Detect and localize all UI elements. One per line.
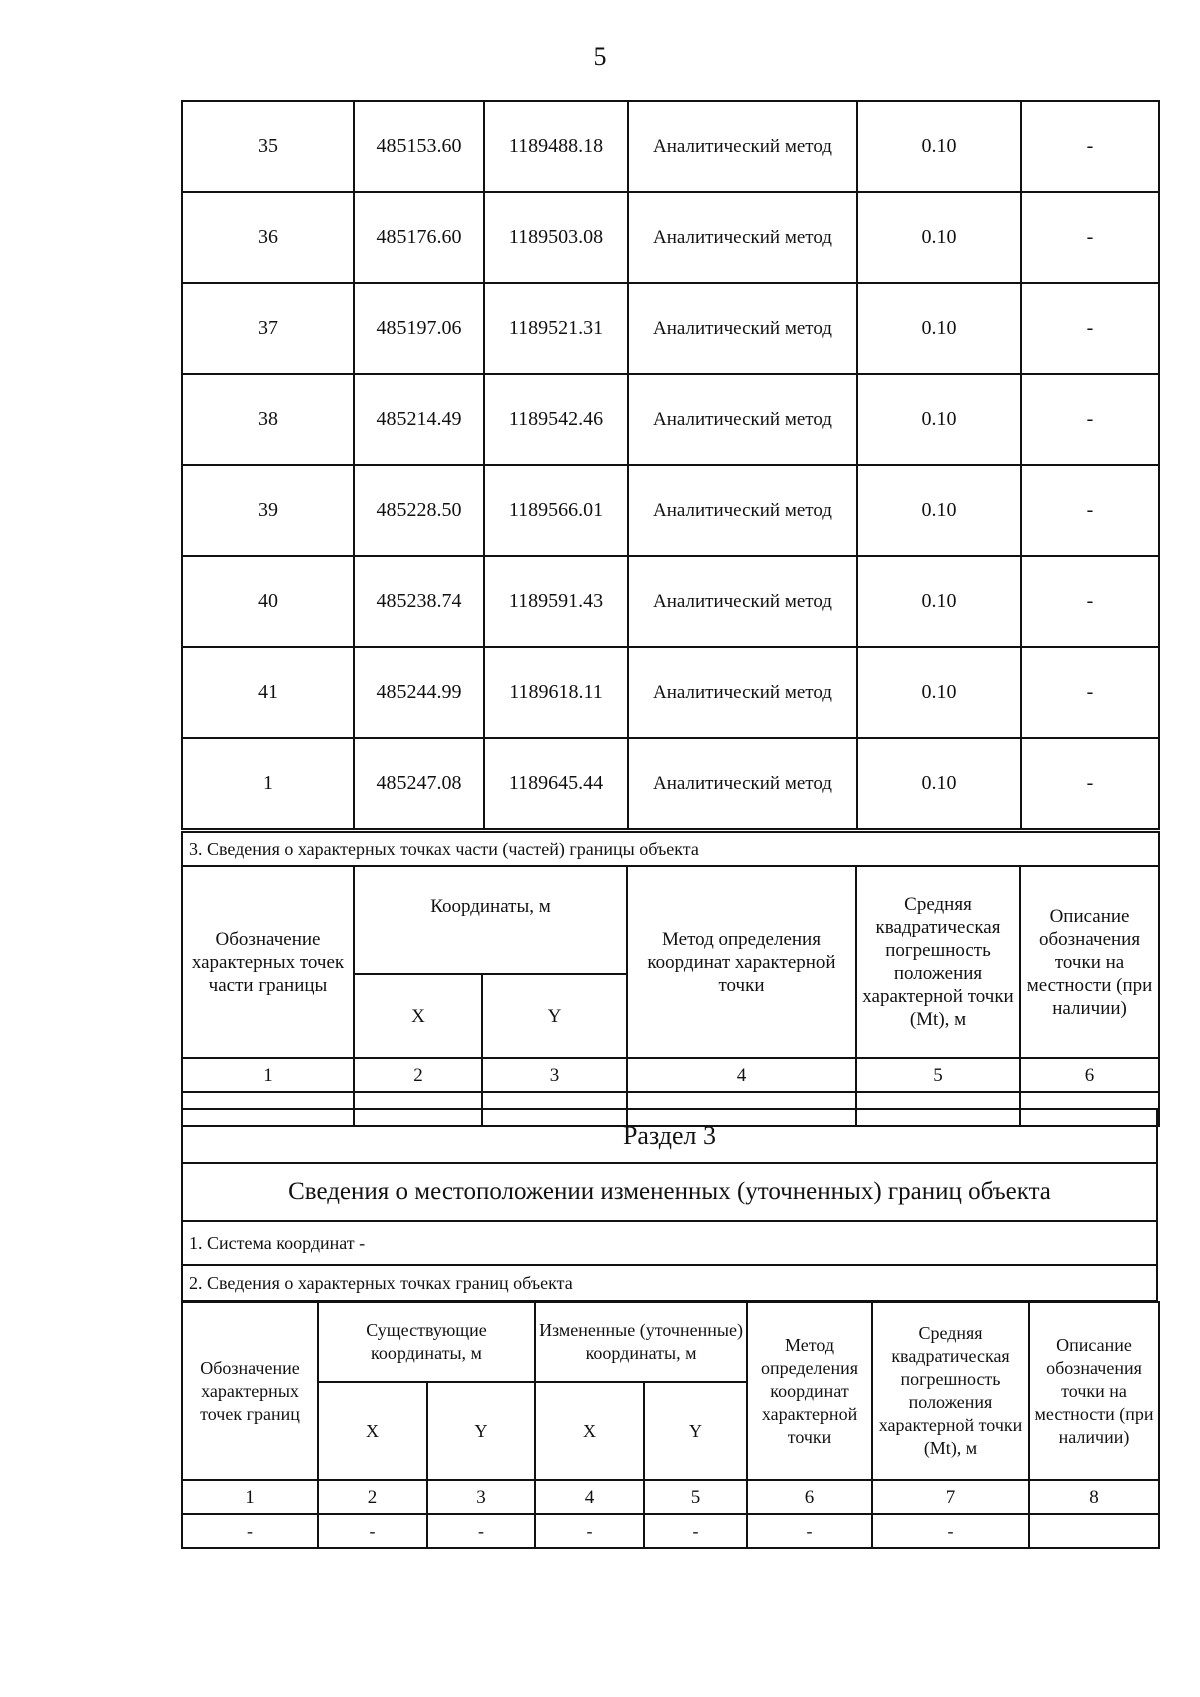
dash-cell: - <box>427 1514 535 1548</box>
header-method: Метод определения координат характерной точки <box>627 866 856 1058</box>
column-number: 1 <box>182 1480 318 1514</box>
column-number: 7 <box>872 1480 1029 1514</box>
method-cell: Аналитический метод <box>628 556 857 647</box>
x-coordinate-cell: 485197.06 <box>354 283 484 374</box>
header-method: Метод определения координат характерной точки <box>747 1302 872 1480</box>
description-cell: - <box>1021 465 1159 556</box>
header-existing-coordinates: Существующие координаты, м <box>318 1302 535 1382</box>
point-number-cell: 35 <box>182 101 354 192</box>
header-changed-coordinates: Измененные (уточненные) координаты, м <box>535 1302 747 1382</box>
column-number: 5 <box>856 1058 1020 1092</box>
description-cell: - <box>1021 647 1159 738</box>
section3-parts-table <box>181 831 1160 1127</box>
x-coordinate-cell: 485238.74 <box>354 556 484 647</box>
method-cell: Аналитический метод <box>628 465 857 556</box>
method-cell: Аналитический метод <box>628 738 857 829</box>
method-cell: Аналитический метод <box>628 283 857 374</box>
method-cell: Аналитический метод <box>628 192 857 283</box>
header-existing-x: X <box>318 1382 427 1480</box>
dash-cell: - <box>535 1514 644 1548</box>
column-number: 8 <box>1029 1480 1159 1514</box>
method-cell: Аналитический метод <box>628 374 857 465</box>
x-coordinate-cell: 485247.08 <box>354 738 484 829</box>
column-number: 5 <box>644 1480 747 1514</box>
mean-error-cell: 0.10 <box>857 556 1021 647</box>
dash-cell: - <box>318 1514 427 1548</box>
header-changed-y: Y <box>644 1382 747 1480</box>
y-coordinate-cell: 1189521.31 <box>484 283 628 374</box>
column-number: 6 <box>747 1480 872 1514</box>
dash-cell: - <box>644 1514 747 1548</box>
table-row <box>182 101 1159 192</box>
header-existing-y: Y <box>427 1382 535 1480</box>
column-number: 2 <box>318 1480 427 1514</box>
column-number: 3 <box>427 1480 535 1514</box>
y-coordinate-cell: 1189503.08 <box>484 192 628 283</box>
coordinates-table <box>181 100 1160 830</box>
column-number: 3 <box>482 1058 627 1092</box>
coordinate-system-line: 1. Система координат - <box>182 1221 1157 1265</box>
point-number-cell: 38 <box>182 374 354 465</box>
razdel3-title: Раздел 3 <box>182 1109 1157 1163</box>
header-mean-error: Средняя квадратическая погрешность положения характерной точки (Mt), м <box>856 866 1020 1058</box>
column-number: 1 <box>182 1058 354 1092</box>
header-coordinates: Координаты, м <box>354 866 627 974</box>
points-title-line: 2. Сведения о характерных точках границ объекта <box>182 1265 1157 1301</box>
point-number-cell: 40 <box>182 556 354 647</box>
point-number-cell: 37 <box>182 283 354 374</box>
description-cell: - <box>1021 101 1159 192</box>
table-row <box>182 465 1159 556</box>
page-number: 5 <box>593 42 607 71</box>
description-cell: - <box>1021 738 1159 829</box>
x-coordinate-cell: 485214.49 <box>354 374 484 465</box>
y-coordinate-cell: 1189618.11 <box>484 647 628 738</box>
table-row <box>182 556 1159 647</box>
table-row <box>182 1514 1159 1548</box>
dash-cell: - <box>747 1514 872 1548</box>
mean-error-cell: 0.10 <box>857 374 1021 465</box>
description-cell: - <box>1021 192 1159 283</box>
table-row <box>182 374 1159 465</box>
y-coordinate-cell: 1189645.44 <box>484 738 628 829</box>
y-coordinate-cell: 1189566.01 <box>484 465 628 556</box>
description-cell: - <box>1021 283 1159 374</box>
y-coordinate-cell: 1189542.46 <box>484 374 628 465</box>
column-number: 4 <box>535 1480 644 1514</box>
mean-error-cell: 0.10 <box>857 283 1021 374</box>
header-changed-x: X <box>535 1382 644 1480</box>
y-coordinate-cell: 1189488.18 <box>484 101 628 192</box>
header-x: X <box>354 974 482 1058</box>
description-cell: - <box>1021 374 1159 465</box>
header-description: Описание обозначения точки на местности (при наличии) <box>1020 866 1159 1058</box>
mean-error-cell: 0.10 <box>857 465 1021 556</box>
column-number: 4 <box>627 1058 856 1092</box>
razdel3-header-table <box>181 1108 1158 1302</box>
mean-error-cell: 0.10 <box>857 647 1021 738</box>
header-description: Описание обозначения точки на местности (при наличии) <box>1029 1302 1159 1480</box>
section2-changed-boundaries-table <box>181 1301 1160 1549</box>
header-mean-error: Средняя квадратическая погрешность положения характерной точки (Mt), м <box>872 1302 1029 1480</box>
point-number-cell: 1 <box>182 738 354 829</box>
dash-cell: - <box>182 1514 318 1548</box>
x-coordinate-cell: 485176.60 <box>354 192 484 283</box>
method-cell: Аналитический метод <box>628 101 857 192</box>
dash-cell <box>1029 1514 1159 1548</box>
x-coordinate-cell: 485244.99 <box>354 647 484 738</box>
mean-error-cell: 0.10 <box>857 101 1021 192</box>
mean-error-cell: 0.10 <box>857 738 1021 829</box>
header-point-designation: Обозначение характерных точек части границы <box>182 866 354 1058</box>
section3-title: 3. Сведения о характерных точках части (частей) границы объекта <box>182 832 1159 866</box>
mean-error-cell: 0.10 <box>857 192 1021 283</box>
table-row <box>182 738 1159 829</box>
header-point-designation: Обозначение характерных точек границ <box>182 1302 318 1480</box>
point-number-cell: 41 <box>182 647 354 738</box>
table-row <box>182 283 1159 374</box>
point-number-cell: 36 <box>182 192 354 283</box>
x-coordinate-cell: 485153.60 <box>354 101 484 192</box>
column-number: 2 <box>354 1058 482 1092</box>
description-cell: - <box>1021 556 1159 647</box>
y-coordinate-cell: 1189591.43 <box>484 556 628 647</box>
column-number: 6 <box>1020 1058 1159 1092</box>
point-number-cell: 39 <box>182 465 354 556</box>
header-y: Y <box>482 974 627 1058</box>
dash-cell: - <box>872 1514 1029 1548</box>
method-cell: Аналитический метод <box>628 647 857 738</box>
razdel3-subtitle: Сведения о местоположении измененных (уточненных) границ объекта <box>182 1163 1157 1221</box>
table-row <box>182 192 1159 283</box>
x-coordinate-cell: 485228.50 <box>354 465 484 556</box>
table-row <box>182 647 1159 738</box>
